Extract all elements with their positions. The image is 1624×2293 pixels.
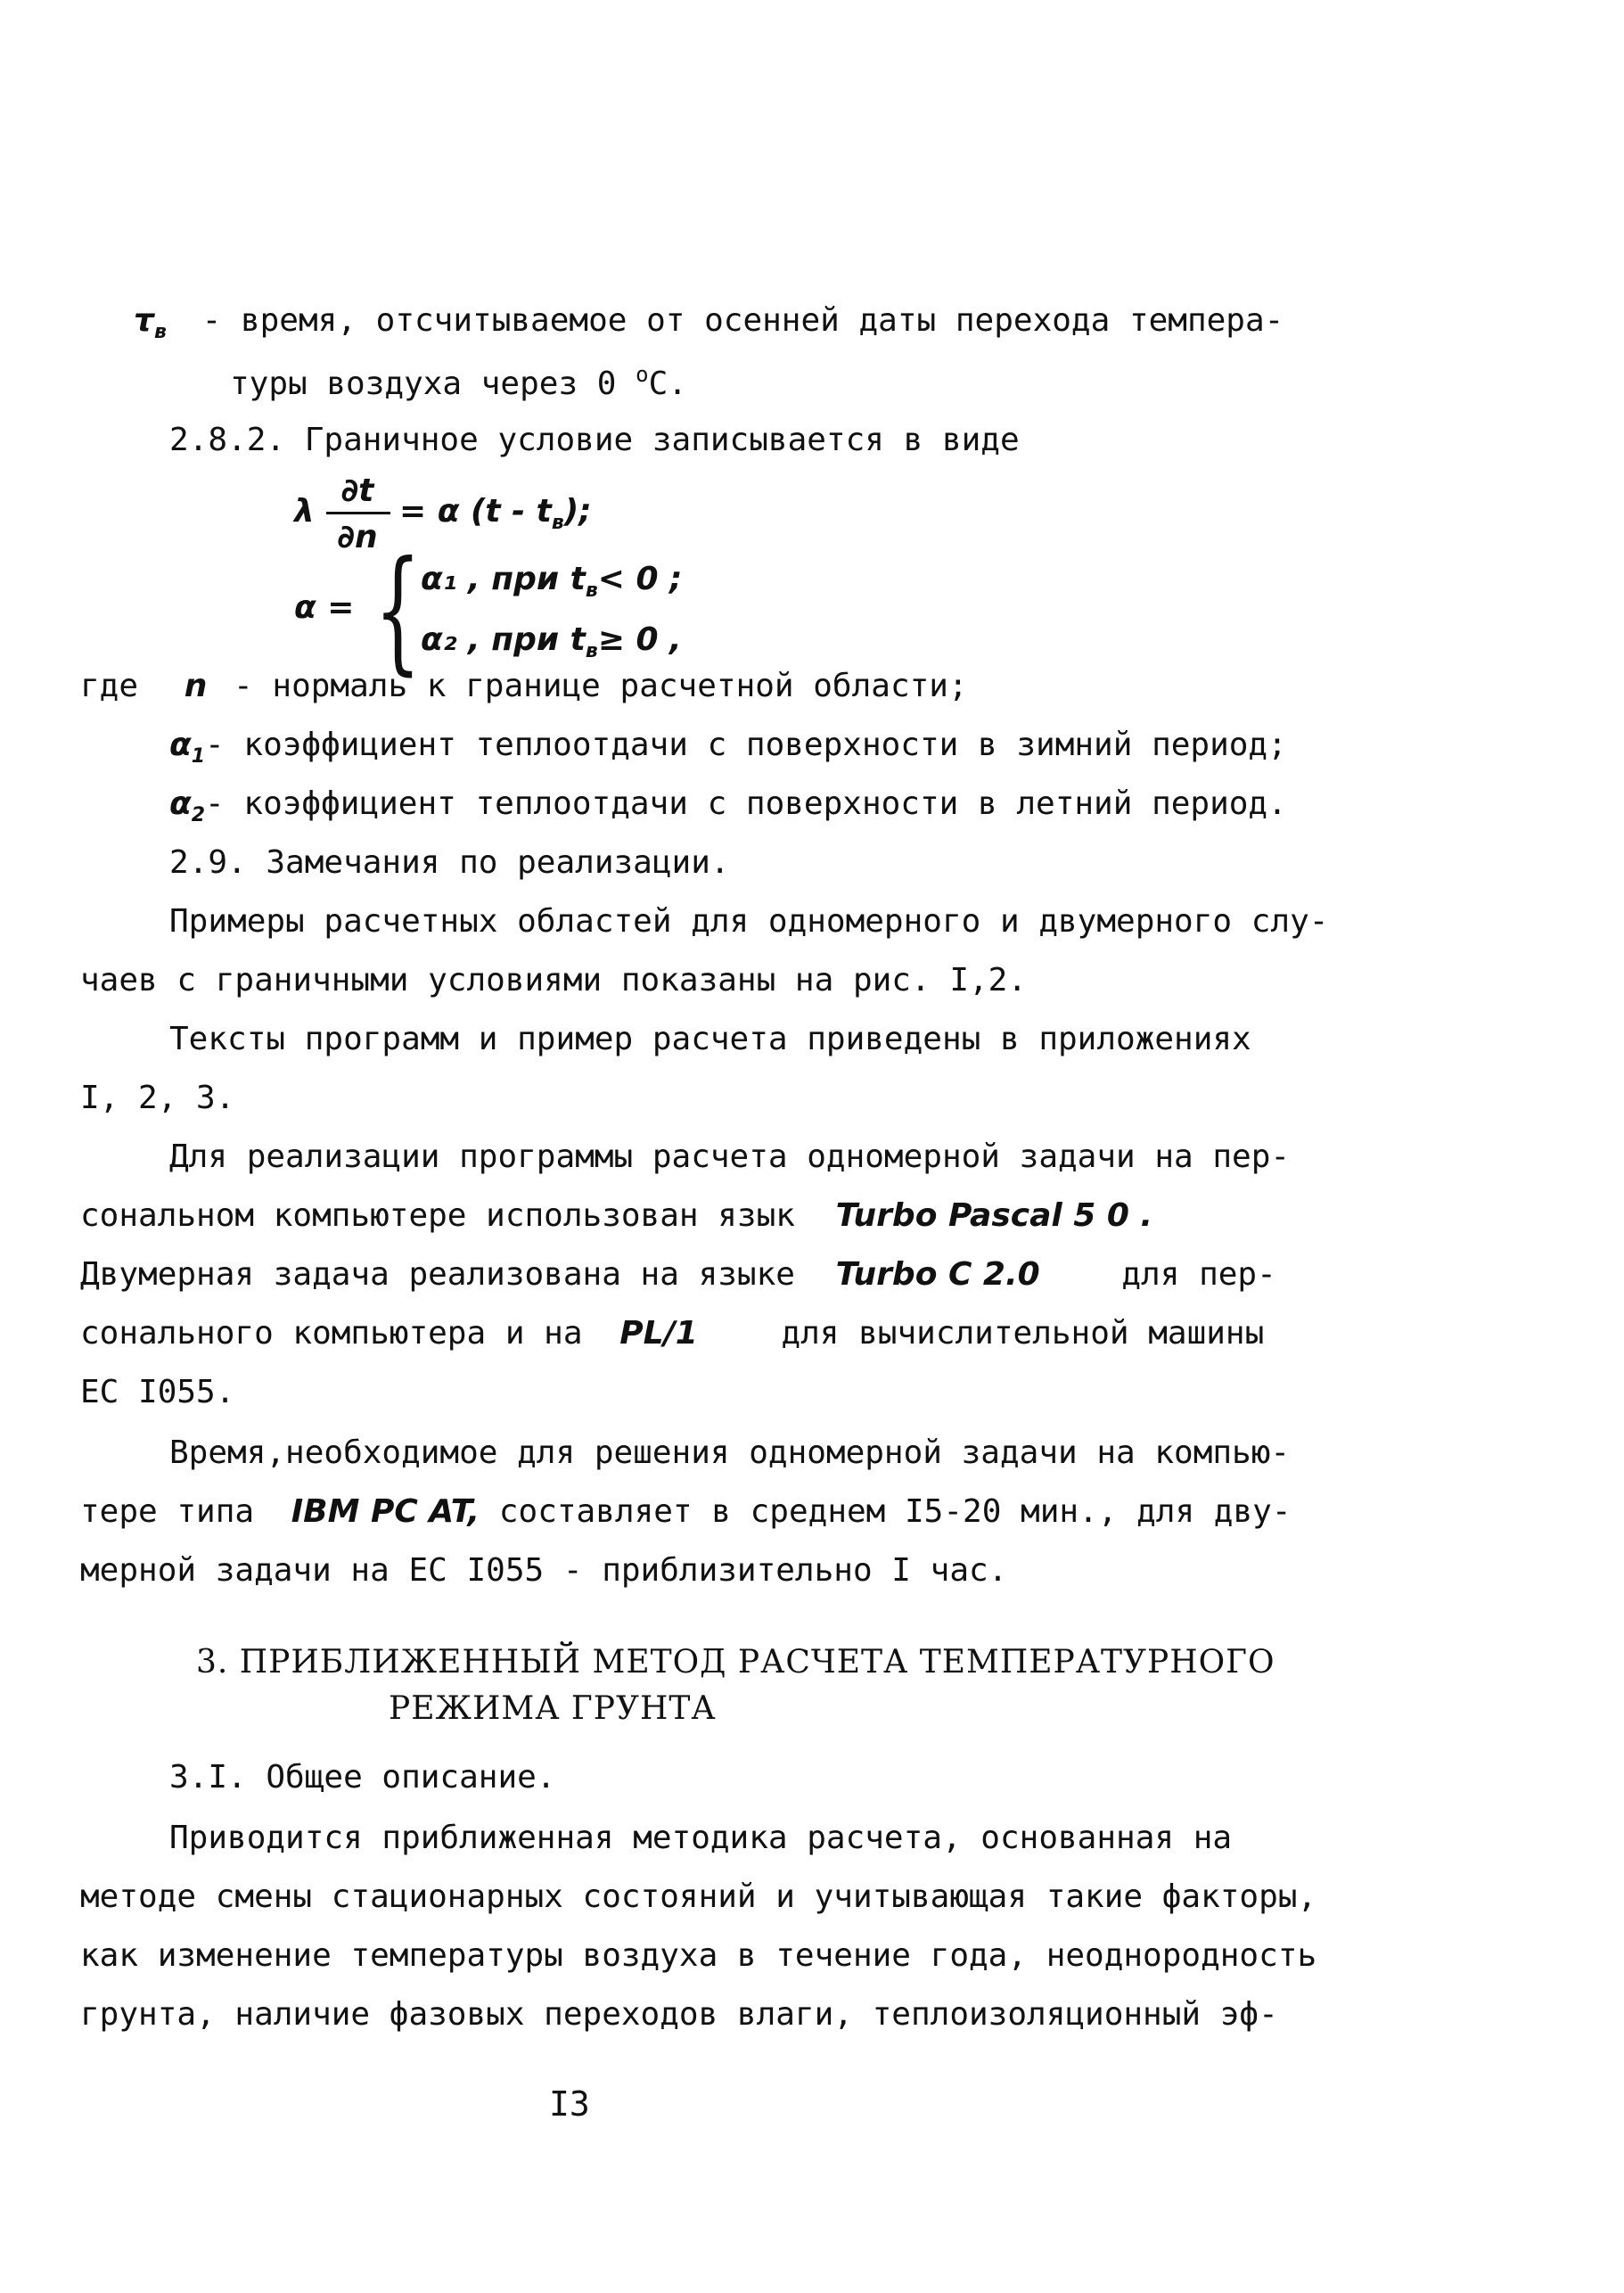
alpha2-symbol: $\alpha_2$ [169,785,206,826]
paragraph-5-line-3: как изменение температуры воздуха в течение года, неоднородность [80,1937,1317,1974]
paragraph-3-line-3: Двумерная задача реализована на языке Turbo C 2.0 для пер- [80,1256,1276,1293]
def-alpha1-line: $\alpha_1-$ коэффициент теплоотдачи с поверхности в зимний период; [169,727,1287,768]
turbo-c-label: Turbo C 2.0 [835,1256,1040,1293]
alpha-case-1: α₁ , при $t_в< 0$ ; [421,561,683,602]
equation-fraction-bar [326,512,390,514]
section-3-heading-line-2: РЕЖИМА ГРУНТА [389,1690,717,1727]
page-number: I3 [549,2084,590,2124]
tau-definition-line-2: туры воздуха через 0 $^o$C. [230,362,687,402]
piecewise-brace: { [374,533,422,688]
paragraph-5-line-1: Приводится приближенная методика расчета, основанная на [169,1820,1233,1856]
paragraph-2-line-2: I, 2, 3. [80,1080,235,1116]
section-3-heading-line-1: 3. ПРИБЛИЖЕННЫЙ МЕТОД РАСЧЕТА ТЕМПЕРАТУРНОГО [196,1644,1275,1681]
paragraph-3-line-1: Для реализации программы расчета одномерной задачи на пер- [169,1138,1291,1175]
paragraph-5-line-2: методе смены стационарных состояний и учитывающая такие факторы, [80,1878,1317,1915]
equation-fraction-denominator: ∂n [337,519,378,555]
paragraph-4-line-1: Время,необходимое для решения одномерной задачи на компью- [169,1434,1291,1471]
paragraph-4-line-2: тере типа IBM PC AT, составляет в среднем I5-20 мин., для дву- [80,1493,1292,1530]
n-symbol: n [184,668,208,704]
alpha1-symbol: $\alpha_1$ [169,727,206,768]
equation-rhs: = α $(t - t_в)$; [399,493,592,534]
paragraph-4-line-3: мерной задачи на ЕС I055 - приблизительно I час. [80,1552,1008,1589]
paragraph-3-line-4: сонального компьютера и на PL/1 для вычислительной машины [80,1315,1265,1352]
paragraph-3-line-5: ЕС I055. [80,1374,235,1410]
equation-lambda: λ [294,493,315,530]
paragraph-2-line-1: Тексты программ и пример расчета приведены в приложениях [169,1021,1251,1057]
alpha-case-2: α₂ , при $t_в\ge 0$ , [421,621,682,662]
section-2-8-2: 2.8.2. Граничное условие записывается в виде [169,422,1020,458]
ibm-pc-at-label: IBM PC AT, [291,1493,480,1530]
section-3-1: 3.I. Общее описание. [169,1759,556,1796]
section-2-9: 2.9. Замечания по реализации. [169,844,730,881]
tau-symbol: $\tau_в$ [134,302,167,343]
def-n-line: где n - нормаль к границе расчетной области; [80,668,968,704]
tau-definition-text: - время, отсчитываемое от осенней даты перехода темпера- [201,302,1284,339]
paragraph-1-line-1: Примеры расчетных областей для одномерного и двумерного слу- [169,903,1329,940]
alpha-equals: α = [294,589,355,626]
def-alpha2-line: $\alpha_2-$ коэффициент теплоотдачи с поверхности в летний период. [169,785,1287,826]
paragraph-1-line-2: чаев с граничными условиями показаны на рис. I,2. [80,962,1028,999]
paragraph-3-line-2: сональном компьютере использован язык Turbo Pascal 5 0 . [80,1197,1153,1234]
paragraph-5-line-4: грунта, наличие фазовых переходов влаги, теплоизоляционный эф- [80,1996,1278,2033]
pl1-label: PL/1 [619,1315,698,1352]
equation-fraction-numerator: ∂t [340,473,374,509]
tau-definition-line-1 [134,302,1284,343]
turbo-pascal-label: Turbo Pascal 5 0 . [835,1197,1153,1234]
